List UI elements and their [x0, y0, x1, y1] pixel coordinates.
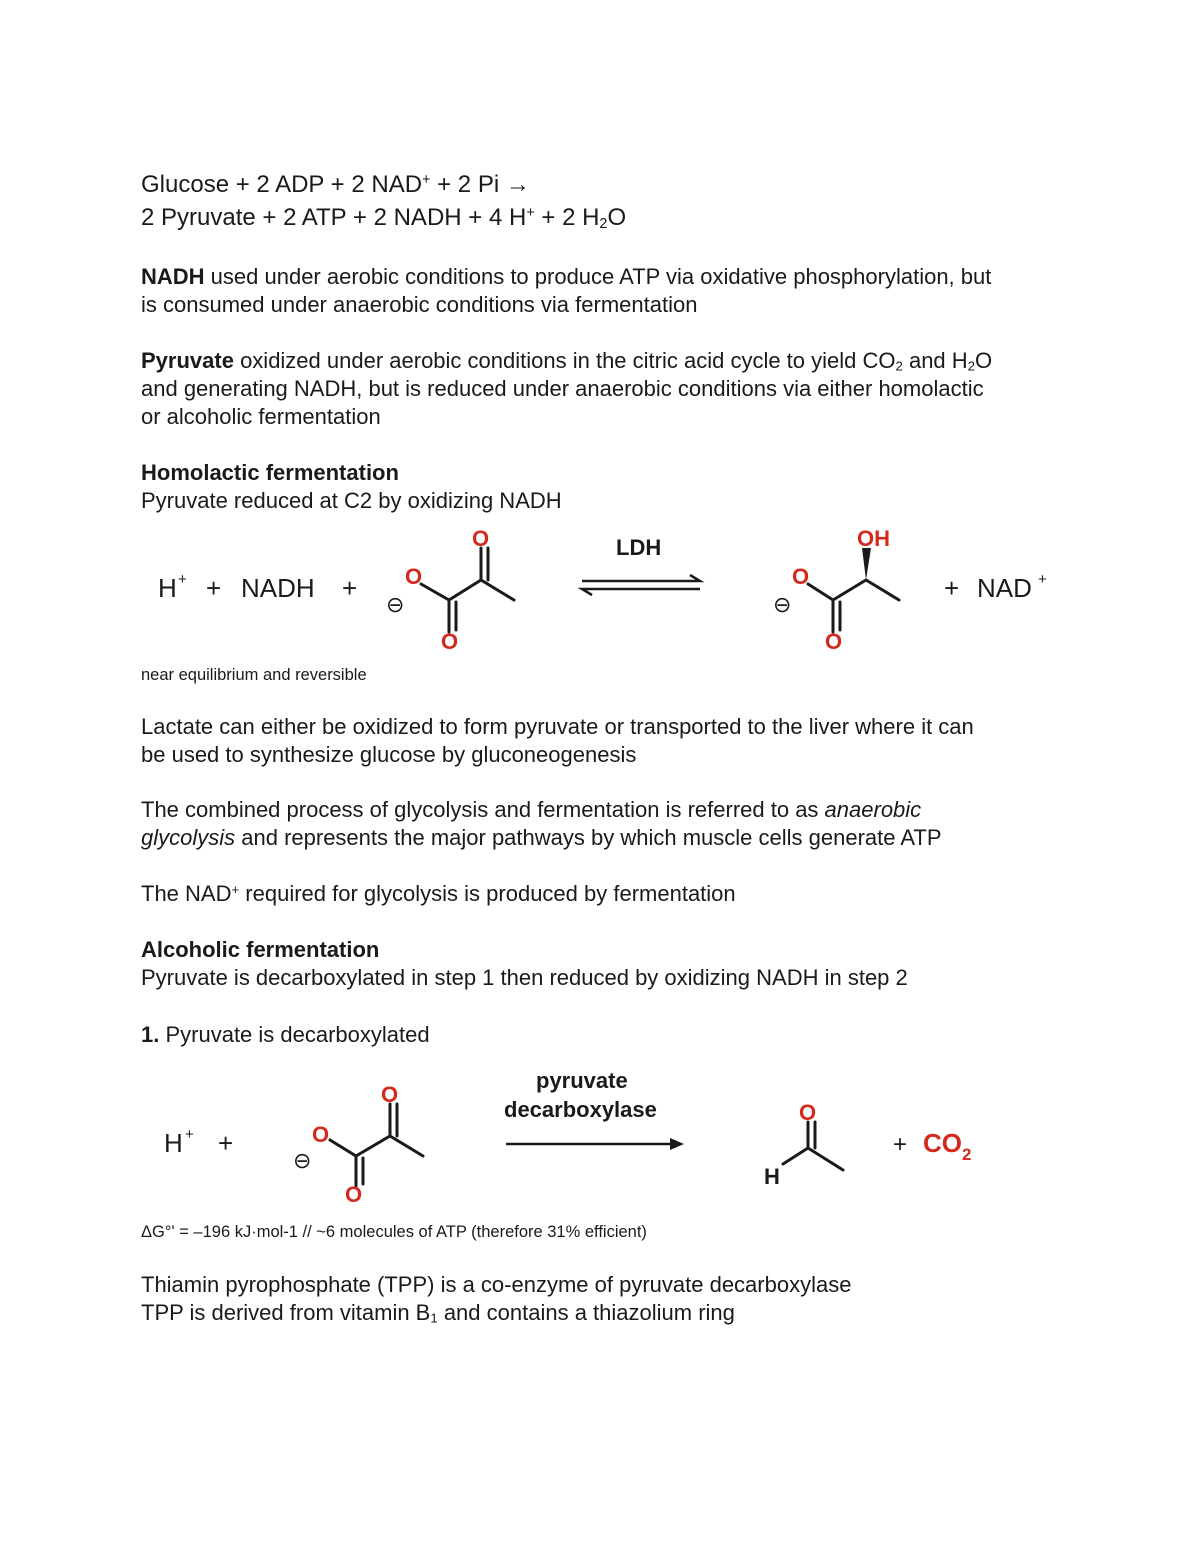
tpp-paragraph-line1: Thiamin pyrophosphate (TPP) is a co-enzyme of pyruvate decarboxylase — [141, 1272, 852, 1297]
scheme-plus-1: + — [206, 573, 222, 603]
glycolysis-equation-line1: Glucose + 2 ADP + 2 NAD+ + 2 Pi → — [141, 171, 530, 198]
equilibrium-arrow-icon — [582, 535, 700, 595]
pyruvate-structure — [386, 526, 514, 654]
scheme-plus-2: + — [342, 573, 358, 603]
nad-paragraph: The NAD+ required for glycolysis is produced by fermentation — [141, 881, 736, 906]
pyruvate-o-left: O — [405, 564, 423, 589]
glycolysis-equation-line2: 2 Pyruvate + 2 ATP + 2 NADH + 4 H+ + 2 $H_2O$ — [141, 204, 627, 232]
pyruvate-o-top: O — [472, 526, 490, 551]
co2-subscript: 2 — [962, 1145, 972, 1164]
lactate-structure — [773, 526, 899, 654]
scheme2-plus-1: + — [218, 1128, 234, 1158]
scheme2-h-label: H — [164, 1128, 183, 1158]
lactate-paragraph-line2: be used to synthesize glucose by gluconeogenesis — [141, 742, 637, 767]
enzyme-line2: decarboxylase — [504, 1097, 657, 1122]
decarboxylase-arrow-icon — [504, 1068, 684, 1150]
homolactic-description: Pyruvate reduced at C2 by oxidizing NADH — [141, 488, 562, 513]
pyruvate2-o-top: O — [381, 1082, 399, 1107]
pyruvate2-o-left: O — [312, 1122, 330, 1147]
ldh-reaction-scheme — [0, 520, 1200, 660]
combined-paragraph-line2: glycolysis and represents the major pathways by which muscle cells generate ATP — [141, 825, 942, 850]
enzyme-line1: pyruvate — [536, 1068, 628, 1093]
pyruvate2-o-bottom: O — [345, 1182, 363, 1207]
lactate-o-bottom: O — [825, 629, 843, 654]
nadh-paragraph-line1: NADH used under aerobic conditions to produce ATP via oxidative phosphorylation, but — [141, 264, 992, 289]
pyruvate-o-bottom: O — [441, 629, 459, 654]
step1-heading: 1. Pyruvate is decarboxylated — [141, 1022, 430, 1047]
acetaldehyde-h: H — [764, 1164, 780, 1189]
reaction-arrow-icon: → — [505, 171, 530, 198]
co2-label: CO — [923, 1128, 962, 1158]
lactate-paragraph-line1: Lactate can either be oxidized to form pyruvate or transported to the liver where it can — [141, 714, 974, 739]
scheme-h-label: H — [158, 573, 177, 603]
pyruvate-paragraph-line1: Pyruvate oxidized under aerobic conditions in the citric acid cycle to yield $CO_2$ and $H_2O$ — [141, 348, 993, 374]
scheme2-h-charge: + — [185, 1126, 194, 1143]
decarboxylase-reaction-scheme — [0, 1062, 1200, 1212]
lactate-o-left: O — [792, 564, 810, 589]
nadh-paragraph-line2: is consumed under anaerobic conditions via fermentation — [141, 292, 698, 317]
combined-paragraph-line1: The combined process of glycolysis and fermentation is referred to as anaerobic — [141, 797, 922, 822]
homolactic-heading: Homolactic fermentation — [141, 460, 399, 485]
pyruvate-charge: ⊖ — [386, 592, 405, 617]
pyruvate-structure-2 — [293, 1082, 423, 1207]
enzyme-ldh-label: LDH — [616, 535, 662, 560]
pyruvate2-charge: ⊖ — [293, 1148, 312, 1173]
scheme-h-charge: + — [178, 571, 187, 588]
scheme-nad-label: NAD — [977, 573, 1032, 603]
delta-g-note: ΔG°' = –196 kJ·mol-1 // ~6 molecules of ATP (therefore 31% efficient) — [141, 1223, 647, 1241]
acetaldehyde-structure — [764, 1100, 843, 1189]
acetaldehyde-o: O — [799, 1100, 817, 1125]
alcoholic-description: Pyruvate is decarboxylated in step 1 then reduced by oxidizing NADH in step 2 — [141, 965, 908, 990]
lactate-charge: ⊖ — [773, 592, 792, 617]
alcoholic-heading: Alcoholic fermentation — [141, 937, 380, 962]
pyruvate-paragraph-line2: and generating NADH, but is reduced under anaerobic conditions via either homolactic — [141, 376, 984, 401]
scheme-plus-3: + — [944, 573, 960, 603]
scheme2-plus-2: + — [893, 1131, 908, 1158]
ldh-note: near equilibrium and reversible — [141, 666, 367, 684]
scheme-nadh-label: NADH — [241, 573, 315, 603]
pyruvate-paragraph-line3: or alcoholic fermentation — [141, 404, 381, 429]
tpp-paragraph-line2: TPP is derived from vitamin $B_1$ and contains a thiazolium ring — [141, 1300, 735, 1326]
scheme-nad-charge: + — [1038, 571, 1047, 588]
lactate-oh: OH — [857, 526, 890, 551]
